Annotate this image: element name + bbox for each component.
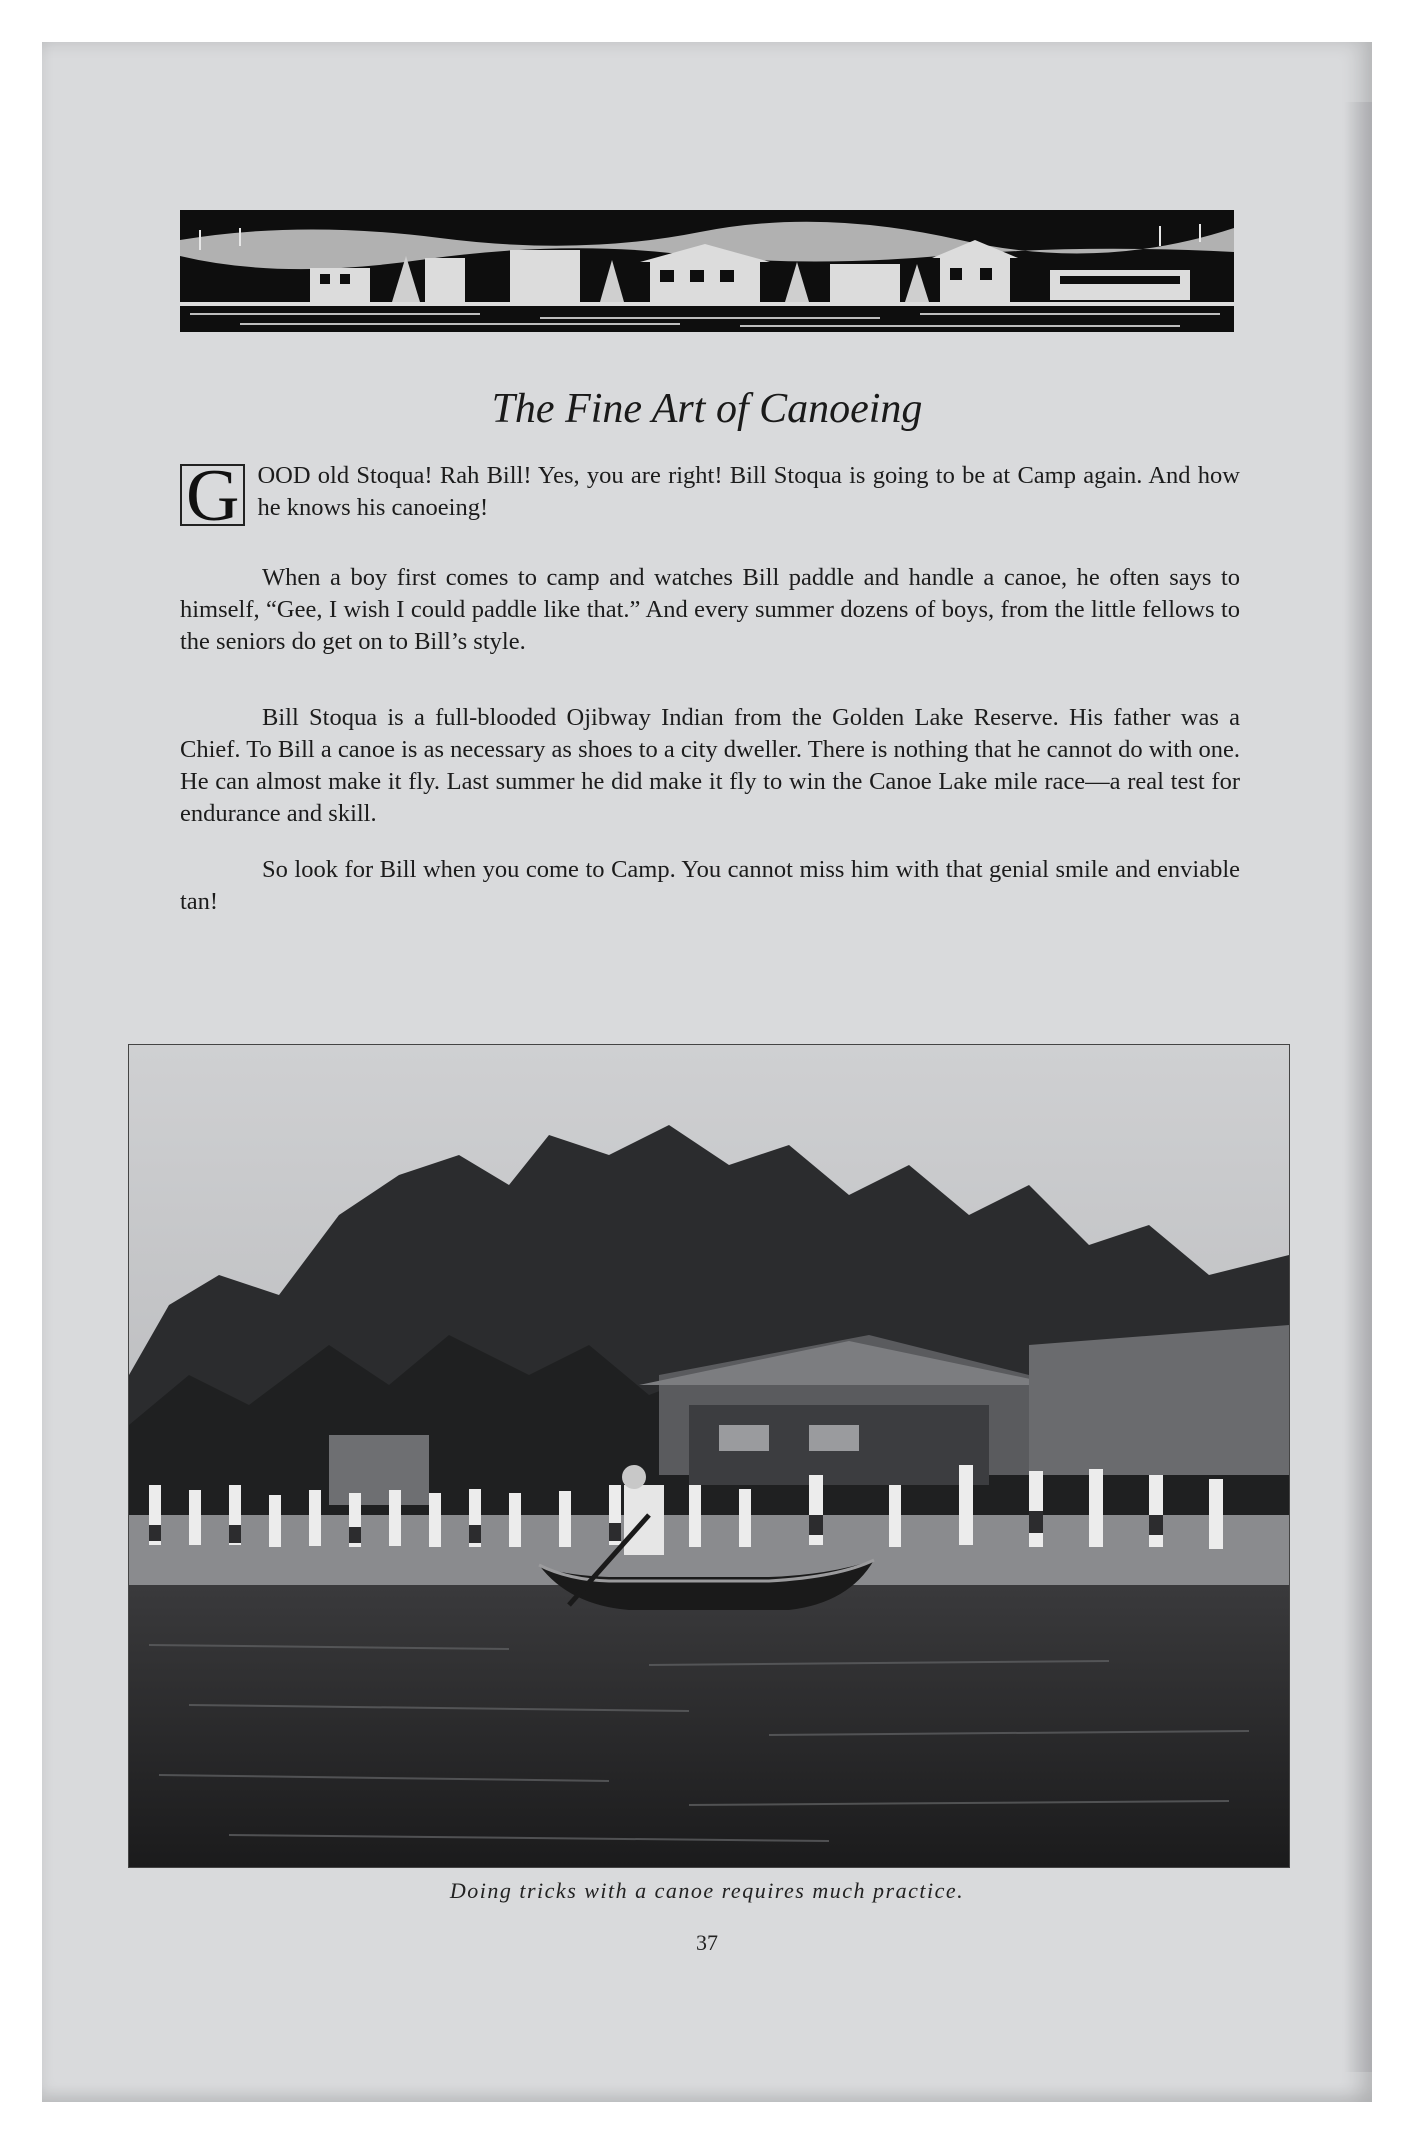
- lake-shore-photo: [129, 1045, 1289, 1867]
- photo-caption: Doing tricks with a canoe requires much practice.: [449, 1878, 965, 1903]
- paragraph-2: When a boy first comes to camp and watches Bill paddle and handle a canoe, he often says to himself, “Gee, I wish I could paddle like that.” And every summer dozens of boys, from the little fellows to the seniors do get on to Bill’s style.: [180, 564, 1240, 655]
- page-number: 37: [696, 1930, 718, 1955]
- paragraph-4: So look for Bill when you come to Camp. You cannot miss him with that genial smile and enviable tan!: [180, 856, 1240, 915]
- article-title: The Fine Art of Canoeing: [491, 386, 923, 432]
- drop-cap: G: [180, 464, 245, 526]
- book-page: [42, 42, 1372, 2102]
- paragraph-3: Bill Stoqua is a full-blooded Ojibway Indian from the Golden Lake Reserve. His father was a Chief. To Bill a canoe is as necessary as shoes to a city dweller. There is nothing that he cannot do with one. He can almost make it fly. Last summer he did make it fly to win the Canoe Lake mile race—a real test for endurance and skill.: [180, 704, 1240, 827]
- canoe-photograph: [128, 1044, 1290, 1868]
- banner-illustration: [180, 210, 1234, 332]
- paragraph-1-text: OOD old Stoqua! Rah Bill! Yes, you are right! Bill Stoqua is going to be at Camp again. And how he knows his canoeing!: [257, 462, 1240, 521]
- paragraph-1: [180, 455, 1240, 537]
- camp-banner-woodcut: [180, 210, 1234, 332]
